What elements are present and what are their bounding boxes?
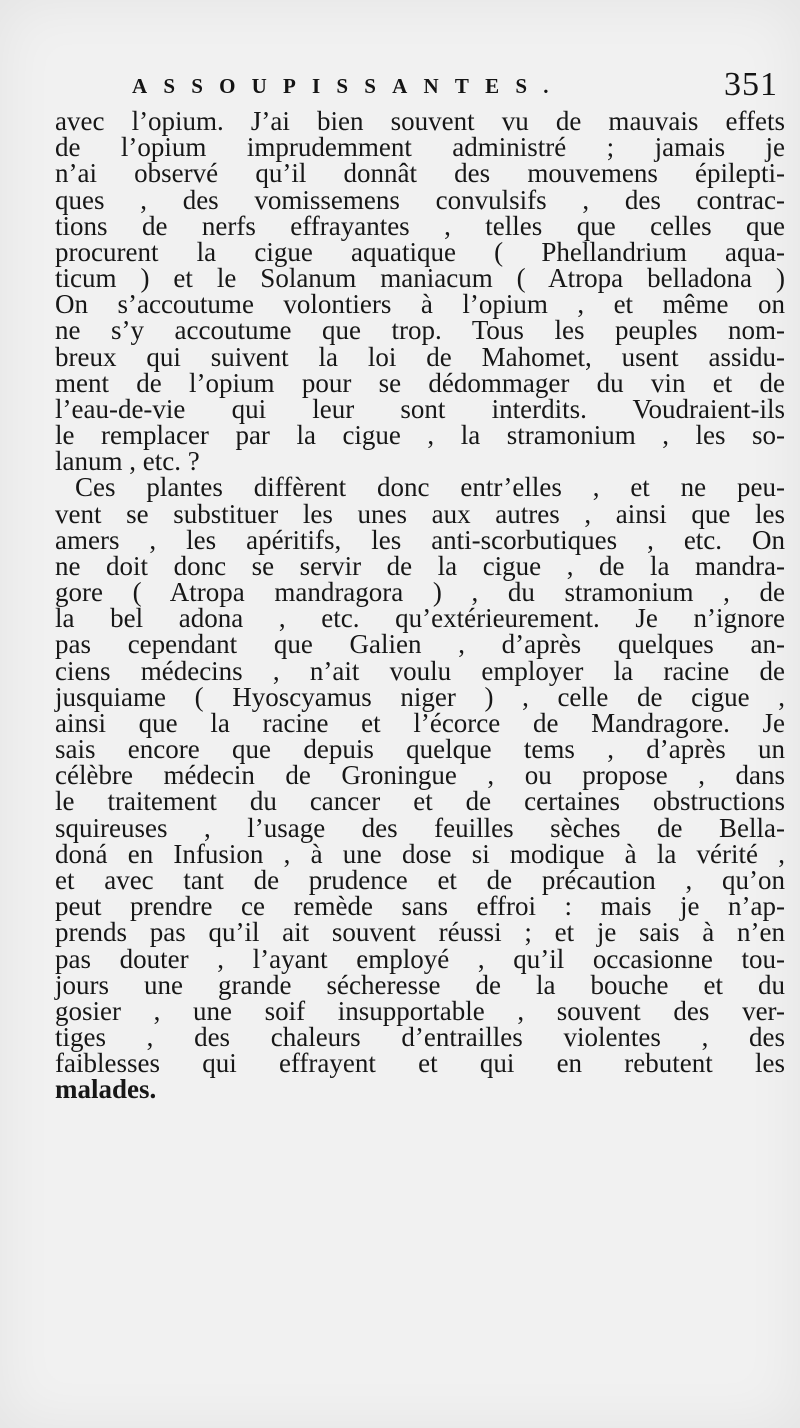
- body-text: [55, 108, 785, 1103]
- text-line: avec l’opium. J’ai bien souvent vu de mauvais effets: [55, 106, 785, 136]
- text-line: On s’accoutume volontiers à l’opium , et même on: [55, 289, 785, 320]
- running-head: [132, 64, 782, 108]
- text-line: prends pas qu’il ait souvent réussi ; et je sais à n’en: [55, 917, 785, 948]
- page-number: 351: [724, 66, 778, 103]
- text-line: l’eau-de-vie qui leur sont interdits. Voudraient-ils: [55, 393, 785, 424]
- text-line: doná en Infusion , à une dose si modique à la vérité ,: [55, 838, 785, 869]
- text-line: procurent la cigue aquatique ( Phellandrium aqua-: [55, 236, 785, 267]
- text-line: lanum , etc. ?: [55, 446, 200, 477]
- text-line: ques , des vomissemens convulsifs , des contrac-: [55, 184, 785, 215]
- text-line: ment de l’opium pour se dédommager du vin et de: [55, 367, 785, 398]
- text-line: ticum ) et le Solanum maniacum ( Atropa belladona ): [55, 263, 785, 294]
- text-line: gosier , une soif insupportable , souvent des ver-: [55, 995, 785, 1026]
- text-line: pas cependant que Galien , d’après quelques an-: [55, 629, 785, 660]
- text-line: sais encore que depuis quelque tems , d’après un: [55, 734, 785, 765]
- text-line: n’ai observé qu’il donnât des mouvemens épilepti-: [55, 158, 785, 189]
- text-line: ne doit donc se servir de la cigue , de la mandra-: [55, 550, 785, 581]
- text-line: faiblesses qui effrayent et qui en rebutent les: [55, 1048, 785, 1079]
- text-line: de l’opium imprudemment administré ; jamais je: [55, 132, 785, 163]
- text-line: ciens médecins , n’ait voulu employer la racine de: [55, 655, 785, 686]
- text-line: squireuses , l’usage des feuilles sèches de Bella-: [55, 812, 785, 843]
- running-title: ASSOUPISSANTES.: [132, 74, 565, 98]
- text-line: tiges , des chaleurs d’entrailles violentes , des: [55, 1022, 785, 1053]
- text-line: breux qui suivent la loi de Mahomet, usent assidu-: [55, 341, 785, 372]
- text-line: le traitement du cancer et de certaines obstructions: [55, 786, 785, 817]
- text-line: amers , les apéritifs, les anti-scorbutiques , etc. On: [55, 524, 785, 555]
- text-line: célèbre médecin de Groningue , ou propose , dans: [55, 760, 785, 791]
- text-line: ainsi que la racine et l’écorce de Mandragore. Je: [55, 707, 785, 738]
- text-line: malades.: [55, 1074, 157, 1105]
- text-line: la bel adona , etc. qu’extérieurement. Je n’ignore: [55, 603, 785, 634]
- text-line: ne s’y accoutume que trop. Tous les peuples nom-: [55, 315, 785, 346]
- text-line: et avec tant de prudence et de précaution , qu’on: [55, 864, 785, 895]
- text-line: Ces plantes diffèrent donc entr’elles , et ne peu-: [75, 472, 785, 503]
- text-line: gore ( Atropa mandragora ) , du stramonium , de: [55, 577, 785, 608]
- text-line: jours une grande sécheresse de la bouche et du: [55, 969, 785, 1000]
- text-line: peut prendre ce remède sans effroi : mais je n’ap-: [55, 891, 785, 922]
- text-line: jusquiame ( Hyoscyamus niger ) , celle de cigue ,: [55, 681, 785, 712]
- text-line: tions de nerfs effrayantes , telles que celles que: [55, 210, 785, 241]
- text-line: pas douter , l’ayant employé , qu’il occasionne tou-: [55, 943, 785, 974]
- text-line: le remplacer par la cigue , la stramonium , les so-: [55, 420, 785, 451]
- text-line: vent se substituer les unes aux autres , ainsi que les: [55, 498, 785, 529]
